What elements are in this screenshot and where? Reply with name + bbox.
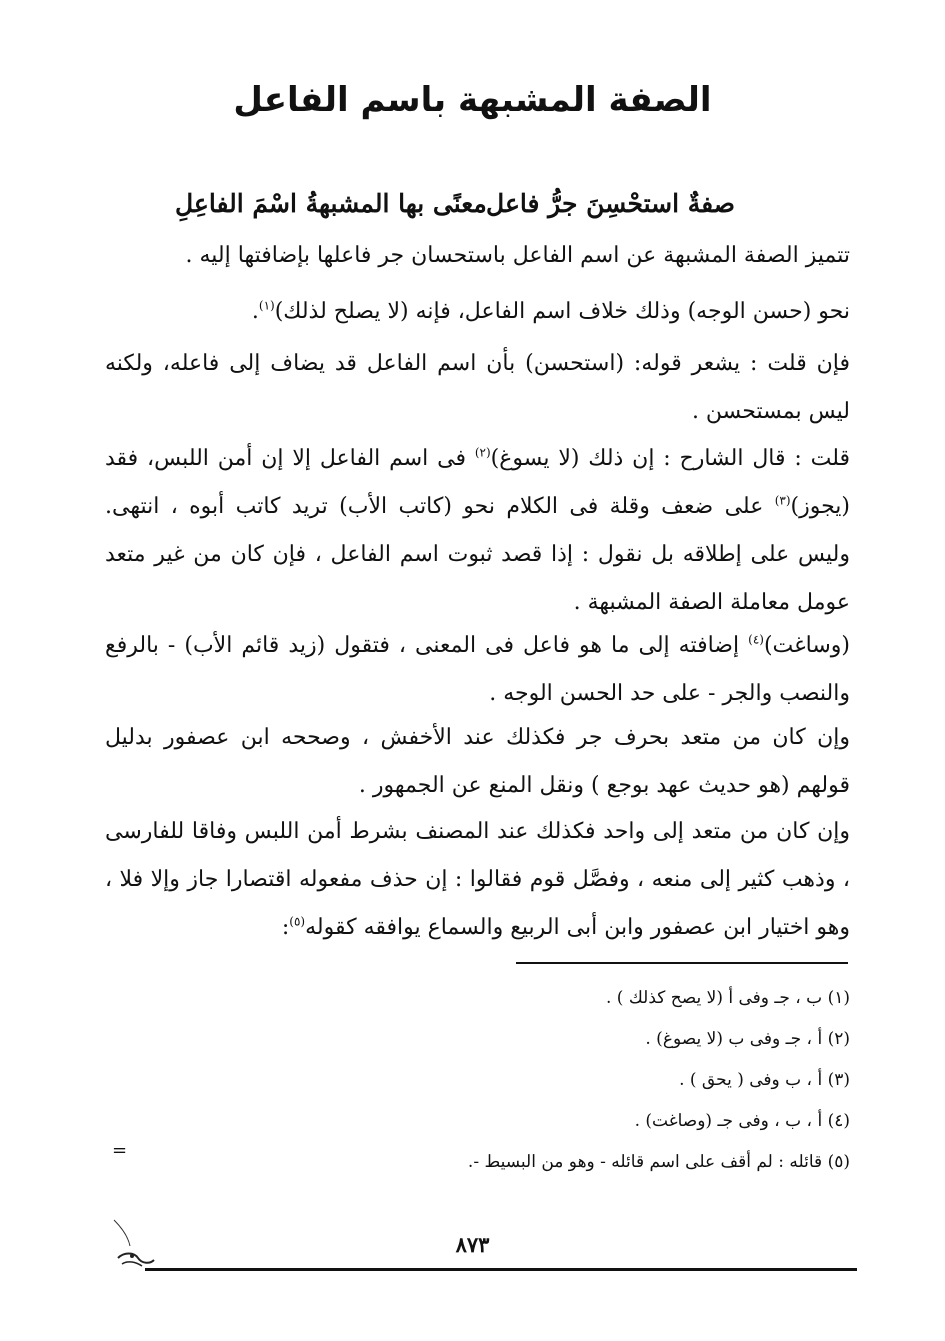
paragraph-5-part-a: (وساغت)	[763, 633, 850, 658]
paragraph-7-end: :	[281, 915, 290, 940]
paragraph-6: وإن كان من متعد بحرف جر فكذلك عند الأخفش ، وصححه ابن عصفور بدليل قولهم (هو حديث عهد بوجع ) ونقل المنع عن الجمهور .	[105, 725, 850, 798]
footnote-marker-3: (٣)	[774, 493, 791, 508]
paragraph-1: تتميز الصفة المشبهة عن اسم الفاعل باستحسان جر فاعلها بإضافتها إليه .	[185, 243, 850, 268]
bottom-rule	[145, 1268, 857, 1271]
footnote-marker-4: (٤)	[748, 632, 764, 647]
paragraph-4	[105, 435, 850, 627]
paragraph-2-end: .	[251, 299, 259, 324]
paragraph-7	[105, 808, 850, 952]
paragraph-4-part-c: على ضعف وقلة فى الكلام نحو (كاتب الأب) تريد كاتب أبوه ، انتهى. وليس على إطلاقه بل نقول : إذا قصد ثبوت اسم الفاعل ، فإن كان من غير متعد عومل معاملة الصفة المشبهة .	[105, 494, 850, 615]
footnote-marker-2: (٢)	[474, 445, 491, 460]
footnotes	[105, 978, 850, 1183]
footnote-5: (٥) قائله : لم أقف على اسم قائله - وهو من البسيط -.	[467, 1152, 850, 1172]
verse-first-hemistich: صفةٌ استحْسِنَ جرُّ فاعل	[486, 189, 735, 218]
paragraph-7-text: وإن كان من متعد إلى واحد فكذلك عند المصنف بشرط أمن اللبس وفاقا للفارسى ، وذهب كثير إلى منعه ، وفصَّل قوم فقالوا : إن حذف مفعوله اقتصارا جاز وإلا فلا ، وهو اختيار ابن عصفور وابن أبى الربيع والسماع يوافقه كقوله	[105, 819, 850, 940]
paragraph-5	[105, 622, 850, 718]
paragraph-2-text: نحو (حسن الوجه) وذلك خلاف اسم الفاعل، فإنه (لا يصلح لذلك)	[274, 299, 850, 324]
paragraph-4-part-b: فى اسم الفاعل إلا إن أمن اللبس، فقد (يجوز)	[105, 446, 850, 519]
footnote-2: (٢) أ ، جـ وفى ب (لا يصوغ) .	[645, 1029, 850, 1049]
page-title: الصفة المشبهة باسم الفاعل	[233, 80, 712, 120]
footnote-marker-5: (٥)	[289, 914, 306, 929]
page-number: ٨٧٣	[455, 1232, 490, 1257]
paragraph-2	[105, 288, 850, 336]
footnote-3: (٣) أ ، ب وفى ( يحق ) .	[679, 1070, 850, 1090]
paragraph-5-part-b: إضافته إلى ما هو فاعل فى المعنى ، فتقول (زيد قائم الأب) - بالرفع والنصب والجر - على حد الحسن الوجه .	[105, 633, 850, 706]
poem-verse	[175, 182, 735, 232]
paragraph-4-part-a: قلت : قال الشارح : إن ذلك (لا يسوغ)	[490, 446, 851, 471]
footnote-1: (١) ب ، جـ وفى أ (لا يصح كذلك ) .	[606, 988, 850, 1008]
continuation-mark: =	[112, 1140, 128, 1161]
verse-second-hemistich: معنًى بها المشبهةُ اسْمَ الفاعِلِ	[175, 189, 487, 218]
footnote-separator	[516, 962, 848, 964]
paragraph-3: فإن قلت : يشعر قوله: (استحسن) بأن اسم الفاعل قد يضاف إلى فاعله، ولكنه ليس بمستحسن .	[105, 351, 850, 424]
footnote-marker-1: (١)	[258, 298, 275, 313]
footnote-4: (٤) أ ، ب ، وفى جـ (وصاغت) .	[634, 1111, 850, 1131]
